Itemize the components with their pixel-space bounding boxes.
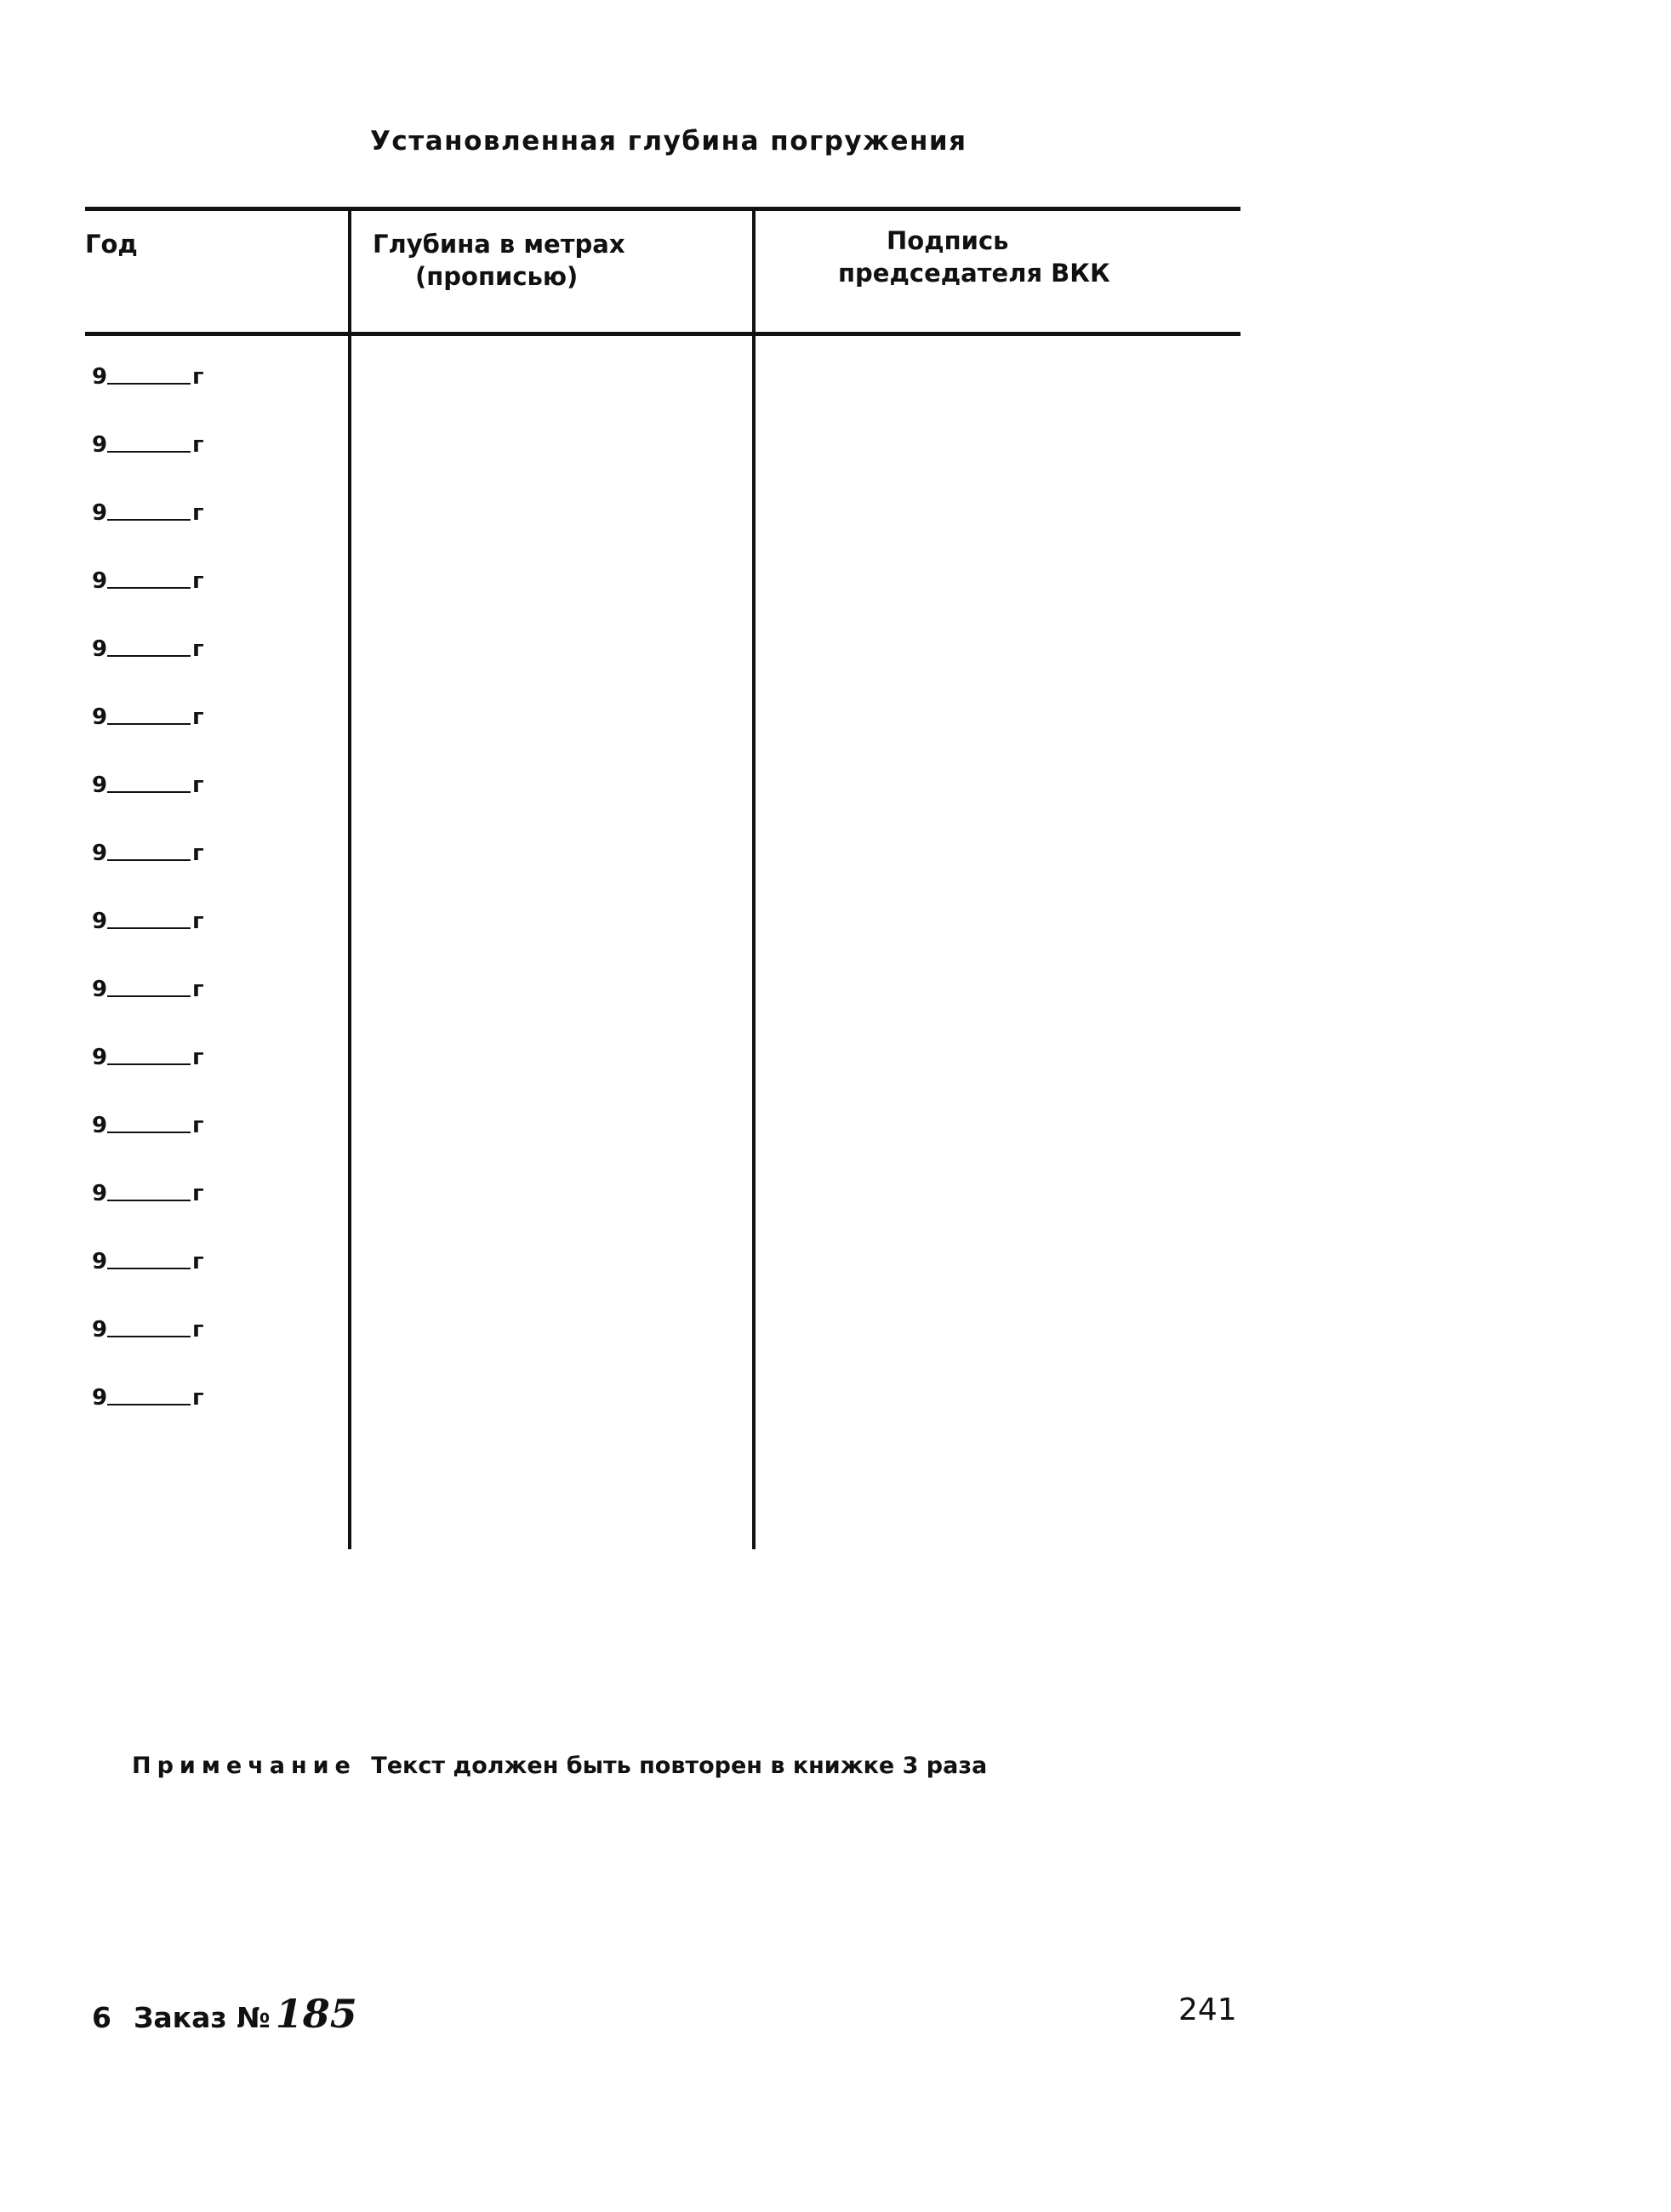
year-blank-line [107,585,191,589]
year-blank-line [107,1062,191,1065]
note-lead: Примечание [132,1753,356,1779]
table-row [92,904,204,934]
table-header-rule [85,332,1240,336]
year-blank-line [107,1334,191,1337]
year-blank-line [107,1266,191,1269]
table-row [92,972,204,1002]
order-number: 185 [275,1991,357,2037]
year-prefix: 9 [92,500,108,526]
year-prefix: 9 [92,841,108,866]
header-signature-line2: председателя ВКК [838,259,1110,288]
year-suffix: г [192,1045,204,1070]
table-row [92,1312,204,1343]
year-prefix: 9 [92,909,108,934]
table-row [92,359,204,390]
year-suffix: г [192,1113,204,1138]
year-blank-line [107,381,191,385]
table-row [92,767,204,798]
year-blank-line [107,926,191,929]
year-prefix: 9 [92,1045,108,1070]
table-row [92,427,204,458]
column-divider-2 [752,209,756,1549]
table-row [92,1380,204,1411]
table-row [92,699,204,730]
year-prefix: 9 [92,1317,108,1343]
year-suffix: г [192,977,204,1002]
table-row [92,835,204,866]
header-year: Год [85,230,138,259]
year-prefix: 9 [92,636,108,662]
year-prefix: 9 [92,1385,108,1411]
table-row [92,1176,204,1206]
year-suffix: г [192,704,204,730]
year-blank-line [107,1130,191,1133]
year-blank-line [107,653,191,657]
year-suffix: г [192,568,204,594]
year-prefix: 9 [92,977,108,1002]
year-blank-line [107,858,191,861]
year-suffix: г [192,841,204,866]
year-blank-line [107,1402,191,1405]
header-depth [373,228,625,293]
header-signature-line1: Подпись [887,226,1009,255]
year-suffix: г [192,1181,204,1206]
year-suffix: г [192,636,204,662]
table-row [92,1108,204,1138]
year-suffix: г [192,1249,204,1274]
year-prefix: 9 [92,364,108,390]
table-row [92,495,204,526]
year-blank-line [107,1198,191,1201]
year-suffix: г [192,1317,204,1343]
year-prefix: 9 [92,432,108,458]
year-blank-line [107,517,191,521]
year-blank-line [107,721,191,725]
footer-order [92,1991,357,2037]
year-prefix: 9 [92,1181,108,1206]
year-suffix: г [192,364,204,390]
header-depth-line1: Глубина в метрах [373,230,625,259]
year-prefix: 9 [92,568,108,594]
year-blank-line [107,994,191,997]
page-title: Установленная глубина погружения [370,126,967,157]
year-prefix: 9 [92,1249,108,1274]
note-text: Текст должен быть повторен в книжке 3 раза [371,1753,988,1779]
year-suffix: г [192,432,204,458]
table-row [92,631,204,662]
table-row [92,563,204,594]
year-prefix: 9 [92,1113,108,1138]
year-suffix: г [192,772,204,798]
year-suffix: г [192,500,204,526]
sheet-number: 6 [92,2001,111,2034]
header-depth-line2: (прописью) [415,262,579,291]
table-row [92,1244,204,1274]
note [132,1753,987,1779]
year-suffix: г [192,1385,204,1411]
column-divider-1 [348,209,351,1549]
order-label: Заказ № [133,2001,271,2034]
table-row [92,1040,204,1070]
year-prefix: 9 [92,772,108,798]
year-blank-line [107,790,191,793]
page-number: 241 [1178,1993,1237,2027]
header-signature [838,225,1110,289]
year-prefix: 9 [92,704,108,730]
table-top-rule [85,207,1240,211]
year-suffix: г [192,909,204,934]
year-blank-line [107,449,191,453]
